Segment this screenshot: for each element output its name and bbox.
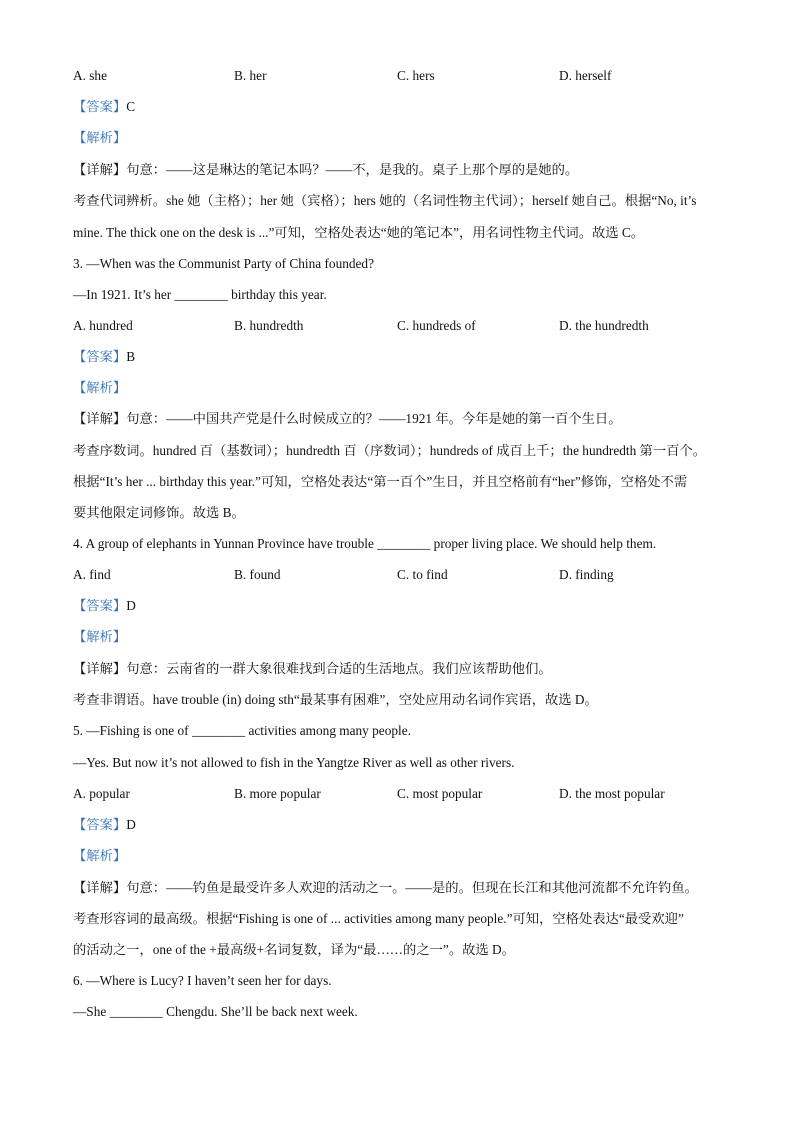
q3-explain-3: 要其他限定词修饰。故选 B。 [73, 505, 245, 520]
q2-detail: 句意：——这是琳达的笔记本吗？——不，是我的。桌子上那个厚的是她的。 [126, 162, 579, 177]
q3-stem-1: 3. —When was the Communist Party of China founded? [73, 256, 374, 271]
q2-answer: C [126, 99, 136, 114]
q4-detail-line [73, 660, 552, 678]
q3-answer: B [126, 349, 136, 364]
q2-option-b: B. her [234, 68, 267, 83]
q5-option-c: C. most popular [397, 786, 483, 801]
q4-option-b: B. found [234, 567, 281, 582]
q5-answer: D [126, 817, 136, 832]
q5-detail-line [73, 879, 698, 897]
q3-explain-1: 考查序数词。hundred 百（基数词）；hundredth 百（序数词）；hundreds of 成百上千；the hundredth 第一百个。 [73, 443, 707, 458]
q5-option-d: D. the most popular [559, 786, 665, 801]
q5-stem-1: 5. —Fishing is one of ________ activities among many people. [73, 723, 411, 738]
answer-tag: 【答案】 [73, 598, 127, 613]
q3-detail-line [73, 410, 622, 428]
q5-detail: 句意：——钓鱼是最受许多人欢迎的活动之一。——是的。但现在长江和其他河流都不允许钓鱼。 [126, 880, 698, 895]
q4-option-a: A. find [73, 567, 111, 582]
detail-tag: 【详解】 [73, 880, 127, 895]
q4-option-c: C. to find [397, 567, 448, 582]
q2-option-d: D. herself [559, 68, 612, 83]
q3-option-a: A. hundred [73, 318, 133, 333]
q4-explain-1: 考查非谓语。have trouble (in) doing sth“最某事有困难”，空处应用动名词作宾语，故选 D。 [73, 692, 598, 707]
q6-stem-2: —She ________ Chengdu. She’ll be back next week. [73, 1004, 358, 1019]
q4-stem-1: 4. A group of elephants in Yunnan Province have trouble ________ proper living place. We should help them. [73, 536, 657, 551]
answer-tag: 【答案】 [73, 99, 127, 114]
q3-option-d: D. the hundredth [559, 318, 649, 333]
answer-tag: 【答案】 [73, 817, 127, 832]
q3-analysis-tag: 【解析】 [73, 380, 127, 395]
q6-stem-1: 6. —Where is Lucy? I haven’t seen her for days. [73, 973, 332, 988]
q2-explain-1: 考查代词辨析。she 她（主格）；her 她（宾格）；hers 她的（名词性物主代词）；herself 她自己。根据“No, it’s [73, 193, 697, 208]
q3-option-b: B. hundredth [234, 318, 304, 333]
q2-analysis-tag: 【解析】 [73, 130, 127, 145]
q2-explain-2: mine. The thick one on the desk is ...”可知，空格处表达“她的笔记本”，用名词性物主代词。故选 C。 [73, 225, 645, 240]
q5-option-a: A. popular [73, 786, 130, 801]
q4-detail: 句意：云南省的一群大象很难找到合适的生活地点。我们应该帮助他们。 [126, 661, 552, 676]
q4-analysis-tag: 【解析】 [73, 629, 127, 644]
answer-tag: 【答案】 [73, 349, 127, 364]
q5-analysis-tag: 【解析】 [73, 848, 127, 863]
q4-answer-line [73, 597, 136, 615]
detail-tag: 【详解】 [73, 661, 127, 676]
detail-tag: 【详解】 [73, 411, 127, 426]
q2-answer-line [73, 98, 135, 116]
q4-answer: D [126, 598, 136, 613]
q5-explain-2: 的活动之一，one of the +最高级+名词复数，译为“最……的之一”。故选 D。 [73, 942, 515, 957]
q2-option-a: A. she [73, 68, 107, 83]
q5-option-b: B. more popular [234, 786, 321, 801]
q3-answer-line [73, 348, 135, 366]
q3-explain-2: 根据“It’s her ... birthday this year.”可知，空格处表达“第一百个”生日，并且空格前有“her”修饰，空格处不需 [73, 474, 688, 489]
q5-answer-line [73, 816, 136, 834]
q3-stem-2: —In 1921. It’s her ________ birthday this year. [73, 287, 327, 302]
q2-detail-line [73, 161, 578, 179]
q3-detail: 句意：——中国共产党是什么时候成立的？——1921 年。今年是她的第一百个生日。 [126, 411, 622, 426]
q5-stem-2: —Yes. But now it’s not allowed to fish in the Yangtze River as well as other rivers. [73, 755, 515, 770]
q2-option-c: C. hers [397, 68, 435, 83]
q3-option-c: C. hundreds of [397, 318, 476, 333]
q5-explain-1: 考查形容词的最高级。根据“Fishing is one of ... activities among many people.”可知，空格处表达“最受欢迎” [73, 911, 684, 926]
detail-tag: 【详解】 [73, 162, 127, 177]
q4-option-d: D. finding [559, 567, 614, 582]
